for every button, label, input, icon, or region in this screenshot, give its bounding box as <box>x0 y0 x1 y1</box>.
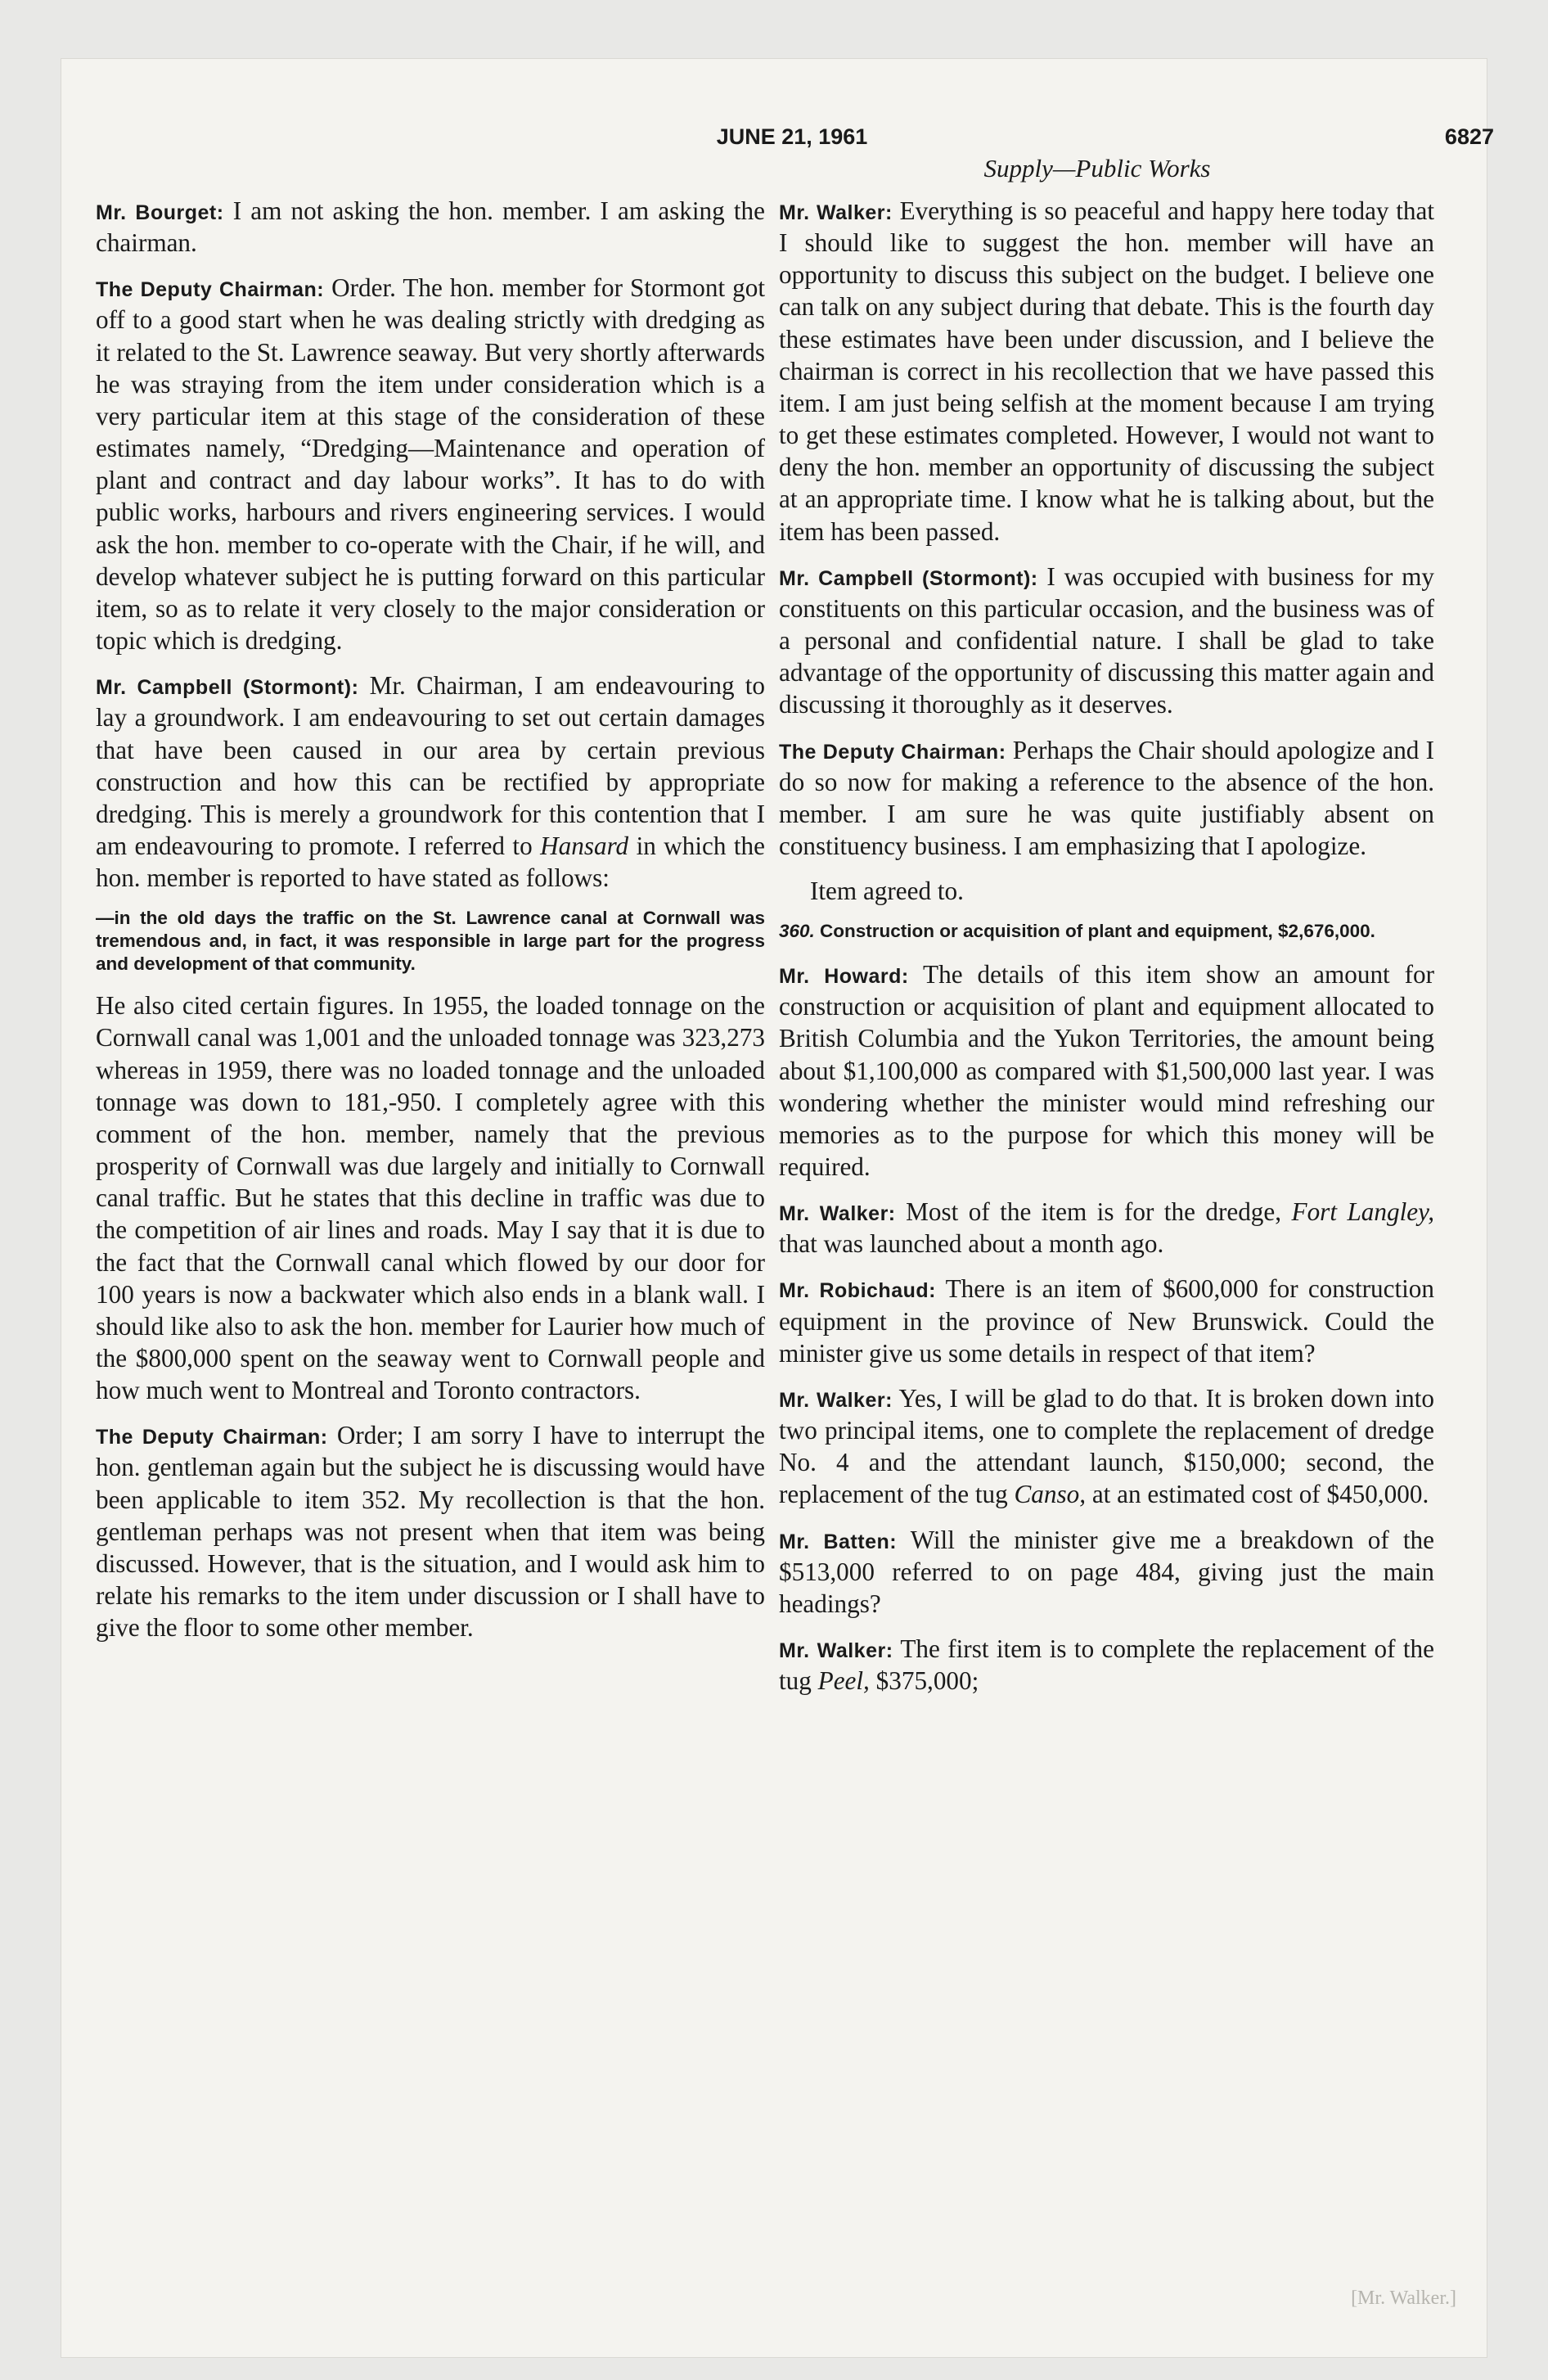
speaker-name: The Deputy Chairman: <box>779 740 1006 764</box>
paragraph <box>96 1419 765 1643</box>
paragraph <box>779 1273 1434 1368</box>
page-header <box>90 59 1494 149</box>
block-quote: —in the old days the traffic on the St. Lawrence canal at Cornwall was tremendous and, in fact, it was responsible in large part for the progress and development of that community. <box>96 908 765 974</box>
speech-text: The details of this item show an amount for construction or acquisition of plant and equipment allocated to British Columbia and the Yukon Territories, the amount being about $1,100,000 as compared with $1,500,000 last year. I was wondering whether the minister would mind refreshing our memories as to the purpose for which this money will be required. <box>779 960 1434 1182</box>
speaker-name: Mr. Walker: <box>779 1202 896 1226</box>
paragraph <box>779 1382 1434 1511</box>
footer-catchword: [Mr. Walker.] <box>1351 2288 1456 2309</box>
paragraph <box>96 272 765 656</box>
speech-text: Perhaps the Chair should apologize and I do so now for making a reference to the absence of the hon. member. I am sure he was quite justifiably absent on constituency business. I am emphasizing that I apologize. <box>779 735 1434 860</box>
paragraph <box>779 734 1434 863</box>
speech-text: There is an item of $600,000 for construction equipment in the province of New Brunswick. Could the minister give us some details in respect of that item? <box>779 1274 1434 1368</box>
paragraph <box>779 1633 1434 1697</box>
speaker-name: Mr. Batten: <box>779 1530 898 1553</box>
speaker-name: Mr. Howard: <box>779 965 909 989</box>
section-title: Supply—Public Works <box>983 154 1211 183</box>
paragraph: He also cited certain figures. In 1955, the loaded tonnage on the Cornwall canal was 1,001 and the unloaded tonnage was 323,273 whereas in 1959, there was no loaded tonnage and the unloaded tonnage was down to 181,-950. I completely agree with this comment of the hon. member, namely that the previous prosperity of Cornwall was due largely and initially to Cornwall canal traffic. But he states that this decline in traffic was due to the competition of air lines and roads. May I say that it is due to the fact that the Cornwall canal which flowed by our door for 100 years is now a backwater which also ends in a blank wall. I should like also to ask the hon. member for Laurier how much of the $800,000 spent on the seaway went to Cornwall people and how much went to Montreal and Toronto contractors. <box>96 991 765 1405</box>
page-number: 6827 <box>1444 124 1494 149</box>
item-agreed-note: Item agreed to. <box>810 877 964 906</box>
paragraph <box>96 669 765 894</box>
paragraph <box>779 561 1434 721</box>
speaker-name: The Deputy Chairman: <box>96 278 325 302</box>
ship-name: Canso, <box>1014 1480 1087 1509</box>
speaker-name: Mr. Walker: <box>779 1639 893 1663</box>
paragraph <box>779 195 1434 548</box>
speaker-name: The Deputy Chairman: <box>96 1426 328 1449</box>
estimate-item-heading <box>779 920 1434 944</box>
paragraph <box>779 958 1434 1183</box>
speech-text: $375,000; <box>869 1666 979 1696</box>
speaker-name: Mr. Campbell (Stormont): <box>96 676 359 700</box>
speech-text: Order. The hon. member for Stormont got off to a good start when he was dealing strictly with dredging as it related to the St. Lawrence seaway. But very shortly afterwards he was straying from the item under consideration which is a very particular item at this stage of the consideration of these estimates namely, “Dredging—Maintenance and operation of plant and contract and day labour works”. It has to do with public works, harbours and rivers engineering services. I would ask the hon. member to co-operate with the Chair, if he will, and develop whatever subject he is putting forward on this particular item, so as to relate it very closely to the major consideration or topic which is dredging. <box>96 273 765 656</box>
speech-text: I am not asking the hon. member. I am asking the chairman. <box>96 196 765 258</box>
speech-text: at an estimated cost of $450,000. <box>1086 1480 1429 1509</box>
speech-text: Yes, I will be glad to do that. It is broken down into two principal items, one to complete the replacement of dredge No. 4 and the attendant launch, $150,000; second, the replacement of the tug <box>779 1383 1434 1509</box>
speech-text: Will the minister give me a breakdown of the $513,000 referred to on page 484, giving just the main headings? <box>779 1525 1434 1618</box>
right-column <box>779 195 1434 1710</box>
speaker-name: Mr. Walker: <box>779 1388 893 1412</box>
speaker-name: Mr. Campbell (Stormont): <box>779 566 1038 590</box>
ship-name: Fort Langley, <box>1291 1197 1435 1227</box>
speech-text: that was launched about a month ago. <box>779 1229 1164 1259</box>
left-column <box>96 195 765 1657</box>
speech-text: in which the hon. member is reported to have stated as follows: <box>96 831 765 893</box>
speech-text: I was occupied with business for my constituents on this particular occasion, and the business was of a personal and confidential nature. I shall be glad to take advantage of the opportunity of discussing this matter again and discussing it thoroughly as it deserves. <box>779 561 1434 719</box>
speech-text: Mr. Chairman, I am endeavouring to lay a groundwork. I am endeavouring to set out certain damages that have been caused in our area by certain previous construction and how this can be rectified by appropriate dredging. This is merely a groundwork for this contention that I am endeavouring to promote. I referred to <box>96 671 766 860</box>
speech-text: Most of the item is for the dredge, <box>895 1197 1292 1227</box>
item-description: Construction or acquisition of plant and equipment, $2,676,000. <box>814 921 1375 942</box>
paragraph <box>779 1196 1434 1260</box>
paragraph <box>96 195 765 259</box>
header-date: JUNE 21, 1961 <box>716 124 868 149</box>
speaker-name: Mr. Robichaud: <box>779 1279 936 1303</box>
speech-text: The first item is to complete the replacement of the tug <box>779 1634 1434 1696</box>
speech-text: Everything is so peaceful and happy here today that I should like to suggest the hon. member will have an opportunity to discuss this subject on the budget. I believe one can talk on any subject during that debate. This is the fourth day these estimates have been under discussion, and I believe the chairman is correct in his recollection that we have passed this item. I am just being selfish at the moment because I am trying to get these estimates completed. However, I would not want to deny the hon. member an opportunity of discussing the subject at an appropriate time. I know what he is talking about, but the item has been passed. <box>779 196 1435 546</box>
speaker-name: Mr. Bourget: <box>96 201 224 224</box>
hansard-reference: Hansard <box>540 831 629 860</box>
speaker-name: Mr. Walker: <box>779 201 893 224</box>
speech-text: Order; I am sorry I have to interrupt the hon. gentleman again but the subject he is discussing would have been applicable to item 352. My recollection is that the hon. gentleman perhaps was not present when that item was being discussed. However, that is the situation, and I would ask him to relate his remarks to the item under discussion or I shall have to give the floor to some other member. <box>96 1421 765 1643</box>
paragraph <box>779 1524 1434 1620</box>
ship-name: Peel, <box>817 1666 870 1696</box>
item-number: 360. <box>779 921 815 942</box>
